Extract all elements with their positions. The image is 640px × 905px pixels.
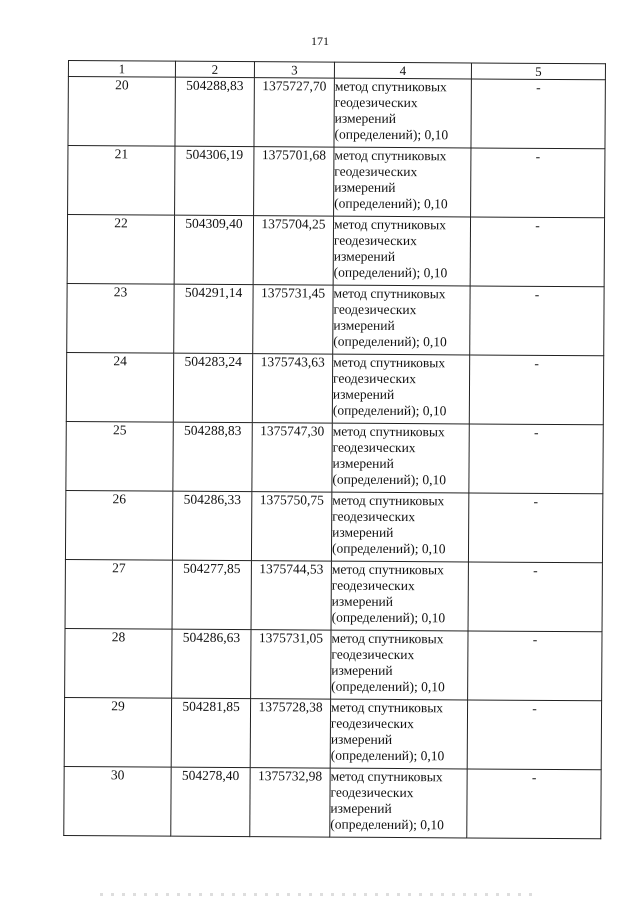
note-cell: -: [471, 148, 605, 218]
note-cell: -: [469, 424, 603, 494]
method-text-line: метод спутниковых: [333, 285, 446, 302]
coordinate-x: 504286,33: [172, 491, 251, 560]
method-text-line: геодезических: [333, 301, 417, 318]
point-number: 28: [65, 628, 172, 698]
table-row: [65, 559, 602, 631]
coordinate-y: 1375727,70: [254, 78, 334, 147]
method-text-line: метод спутниковых: [334, 147, 447, 164]
table-row: [66, 352, 603, 424]
coordinate-y: 1375701,68: [254, 147, 334, 216]
method-text-line: геодезических: [333, 370, 417, 387]
method-cell: [331, 492, 468, 562]
note-cell: -: [468, 631, 602, 701]
method-text-line: измерений: [330, 731, 393, 747]
method-text-line: метод спутниковых: [332, 492, 445, 509]
point-number: 25: [66, 421, 173, 491]
method-cell: [334, 78, 471, 148]
table-row: [68, 77, 605, 149]
coordinate-y: 1375731,45: [253, 285, 333, 354]
method-text-line: геодезических: [330, 715, 414, 732]
method-text-line: геодезических: [334, 163, 418, 180]
method-cell: [332, 423, 469, 493]
table-row: [64, 766, 601, 838]
table-row: [67, 215, 604, 287]
coordinate-y: 1375750,75: [251, 492, 331, 561]
coordinate-x: 504281,85: [171, 698, 250, 767]
method-text-line: геодезических: [333, 232, 417, 249]
coordinate-x: 504277,85: [172, 560, 251, 629]
column-header-method: 4: [334, 62, 471, 79]
method-text-line: измерений: [333, 248, 396, 265]
coordinate-x: 504288,83: [175, 77, 254, 146]
coordinate-x: 504309,40: [174, 215, 253, 284]
method-text-line: (определений); 0,10: [332, 402, 447, 419]
coordinate-x: 504288,83: [173, 422, 252, 491]
method-text-line: измерений: [333, 317, 395, 334]
method-text-line: (определений); 0,10: [331, 609, 446, 626]
note-cell: -: [470, 286, 604, 356]
method-text-line: измерений: [334, 110, 397, 127]
note-cell: -: [470, 217, 604, 287]
method-text-line: измерений: [331, 662, 393, 678]
coordinates-table: [63, 60, 606, 839]
method-text-line: метод спутниковых: [330, 768, 443, 785]
point-number: 24: [66, 352, 173, 422]
method-cell: [330, 768, 467, 838]
method-cell: [331, 561, 468, 631]
point-number: 22: [67, 215, 174, 285]
method-text-line: метод спутниковых: [331, 561, 444, 578]
method-text-line: (определений); 0,10: [330, 816, 444, 833]
method-text-line: геодезических: [334, 94, 418, 111]
coordinate-y: 1375732,98: [250, 768, 330, 837]
method-text-line: метод спутниковых: [331, 699, 444, 716]
column-header-number: 1: [68, 61, 175, 78]
page-number: 171: [311, 34, 329, 48]
note-cell: -: [471, 79, 605, 149]
method-text-line: геодезических: [331, 577, 415, 594]
coordinate-y: 1375728,38: [250, 699, 330, 768]
method-text-line: (определений); 0,10: [333, 333, 447, 350]
method-cell: [333, 216, 470, 286]
note-cell: -: [469, 355, 603, 425]
method-text-line: (определений); 0,10: [334, 195, 448, 212]
coordinate-x: 504283,24: [173, 353, 252, 422]
method-text-line: измерений: [332, 455, 394, 471]
method-text-line: геодезических: [330, 784, 414, 801]
scan-noise: [100, 893, 540, 896]
coordinate-y: 1375704,25: [253, 216, 333, 285]
coordinate-x: 504291,14: [174, 284, 253, 353]
method-text-line: метод спутниковых: [332, 423, 445, 440]
method-cell: [333, 285, 470, 355]
method-text-line: измерений: [331, 593, 394, 609]
coordinate-y: 1375731,05: [251, 630, 331, 699]
method-text-line: измерений: [334, 179, 396, 196]
method-text-line: метод спутниковых: [333, 354, 446, 371]
column-header-y: 3: [254, 62, 334, 78]
table-row: [65, 628, 602, 700]
method-text-line: (определений); 0,10: [333, 264, 448, 281]
coordinate-x: 504286,63: [172, 629, 251, 698]
point-number: 29: [64, 697, 171, 767]
method-text-line: (определений); 0,10: [331, 678, 445, 695]
method-text-line: измерений: [330, 800, 392, 816]
method-text-line: геодезических: [332, 508, 416, 525]
note-cell: -: [467, 700, 601, 770]
method-text-line: измерений: [332, 386, 395, 402]
point-number: 27: [65, 559, 172, 629]
table-row: [64, 697, 601, 769]
method-text-line: (определений); 0,10: [330, 747, 445, 764]
point-number: 26: [65, 490, 172, 560]
point-number: 21: [68, 146, 175, 216]
table-row: [65, 490, 602, 562]
note-cell: -: [467, 769, 601, 839]
column-header-note: 5: [471, 63, 605, 80]
coordinate-y: 1375744,53: [251, 561, 331, 630]
coordinate-y: 1375747,30: [252, 423, 332, 492]
method-cell: [332, 354, 469, 424]
method-text-line: метод спутниковых: [334, 78, 447, 95]
table-row: [68, 146, 605, 218]
method-text-line: измерений: [332, 524, 394, 540]
method-text-line: (определений); 0,10: [334, 126, 449, 143]
method-text-line: (определений); 0,10: [332, 471, 447, 488]
table-row: [66, 421, 603, 493]
method-text-line: геодезических: [331, 646, 415, 663]
coordinate-y: 1375743,63: [252, 354, 332, 423]
coordinate-x: 504306,19: [175, 146, 254, 215]
table-row: [67, 283, 604, 355]
coordinate-x: 504278,40: [171, 767, 250, 836]
method-cell: [330, 699, 467, 769]
method-cell: [334, 147, 471, 217]
method-text-line: геодезических: [332, 439, 416, 456]
point-number: 20: [68, 77, 175, 147]
note-cell: -: [468, 562, 602, 632]
note-cell: -: [468, 493, 602, 563]
method-text-line: метод спутниковых: [333, 216, 447, 233]
method-cell: [331, 630, 468, 700]
point-number: 23: [67, 283, 174, 353]
column-header-x: 2: [175, 61, 254, 77]
point-number: 30: [64, 766, 171, 836]
method-text-line: метод спутниковых: [331, 630, 444, 647]
method-text-line: (определений); 0,10: [331, 540, 446, 557]
